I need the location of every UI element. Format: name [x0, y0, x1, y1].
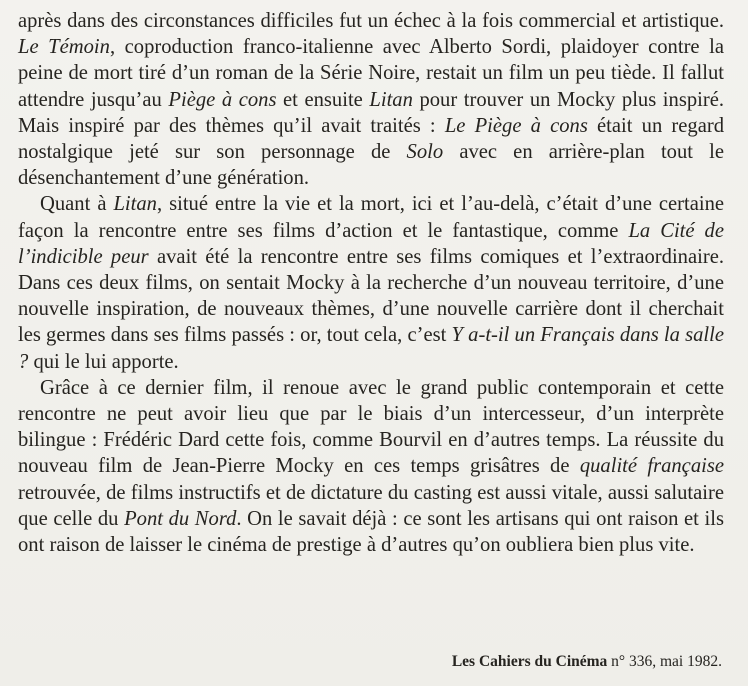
italic-title: La Cité de l’indicible peur — [18, 219, 724, 268]
body-text — [18, 8, 724, 558]
source-citation — [452, 652, 722, 672]
source-issue: n° 336, mai 1982. — [607, 653, 722, 670]
text-run: avec en arrière-plan tout le désenchantement d’une génération. — [18, 141, 724, 190]
text-run: Grâce à ce dernier film, il renoue avec le grand public contemporain et cette rencontre ne peut avoir lieu que par le biais d’un intercesseur, d’un interprète bilingue : Frédéric Dard cette fois, comme Bourvil en d’autres temps. La réussite du nouveau film de Jean-Pierre Mocky en ces temps grisâtres de — [18, 376, 724, 478]
text-run: , situé entre la vie et la mort, ici et l’au-delà, c’était d’une certaine façon la rencontre entre ses films d’action et le fantastique, comme — [18, 193, 725, 242]
paragraph — [18, 8, 724, 191]
italic-title: Le Piège à cons — [444, 114, 588, 137]
paragraph — [18, 375, 724, 558]
italic-title: Pont du Nord — [124, 507, 237, 530]
italic-title: Le Témoin — [18, 36, 110, 59]
text-run: . On le savait déjà : ce sont les artisans qui ont raison et ils ont raison de laisser le cinéma de prestige à d’autres qu’on oubliera bien plus vite. — [18, 507, 724, 557]
italic-title: Litan — [113, 193, 157, 216]
text-run: avait été la rencontre entre ses films comiques et l’extraordinaire. Dans ces deux films, on sentait Mocky à la recherche d’un nouveau territoire, d’une nouvelle inspiration, de nouveaux thèmes, d’une nouvelle carrière dont il cherchait les germes dans ses films passés : or, tout cela, c’est — [18, 245, 724, 347]
source-journal: Les Cahiers du Cinéma — [451, 653, 608, 670]
text-run: Quant à — [40, 193, 114, 216]
text-run: retrouvée, de films instructifs et de dictature du casting est aussi vitale, aussi salutaire que celle du — [18, 481, 724, 530]
text-run: qui le lui apporte. — [28, 350, 179, 373]
italic-title: Solo — [406, 141, 444, 164]
text-run: après dans des circonstances difficiles fut un échec à la fois commercial et artistique. — [18, 10, 724, 32]
italic-title: Piège à cons — [168, 88, 277, 111]
italic-title: Litan — [369, 88, 413, 111]
italic-title: qualité française — [579, 455, 724, 478]
text-run: pour trouver un Mocky plus inspiré. Mais inspiré par des thèmes qu’il avait traités : — [18, 88, 725, 137]
italic-title: Y a-t-il un Français dans la salle ? — [18, 324, 724, 373]
text-run: était un regard nostalgique jeté sur son personnage de — [18, 114, 725, 164]
paragraph — [18, 191, 724, 374]
text-run: , coproduction franco-italienne avec Alberto Sordi, plaidoyer contre la peine de mort tiré d’un roman de la Série Noire, restait un film un peu tiède. Il fallut attendre jusqu’au — [18, 36, 724, 111]
text-run: et ensuite — [276, 88, 370, 111]
